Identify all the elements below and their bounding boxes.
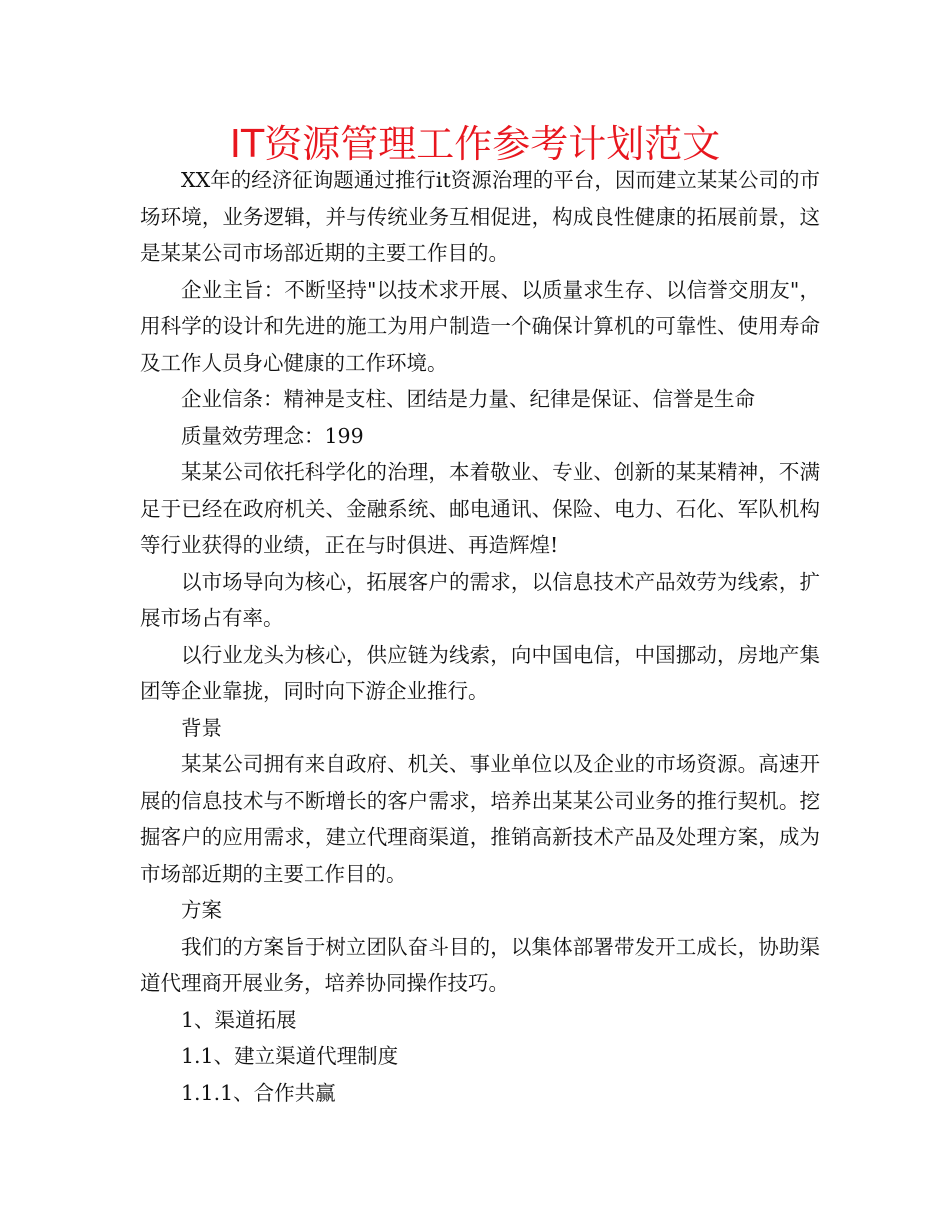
- paragraph-market-orientation: 以市场导向为核心，拓展客户的需求，以信息技术产品效劳为线索，扩展市场占有率。: [140, 569, 820, 630]
- heading-plan: 方案: [181, 898, 222, 922]
- heading-channel-agency-system: 1.1、建立渠道代理制度: [181, 1044, 399, 1068]
- heading-background: 背景: [181, 715, 222, 740]
- paragraph-enterprise-purpose: 企业主旨：不断坚持"以技术求开展、以质量求生存、以信誉交朋友"，用科学的设计和先进的施工为用户制造一个确保计算机的可靠性、使用寿命及工作人员身心健康的工作环境。: [140, 277, 820, 375]
- paragraph-intro: XX年的经济征询题通过推行it资源治理的平台，因而建立某某公司的市场环境，业务逻辑，并与传统业务互相促进，构成良性健康的拓展前景，这是某某公司市场部近期的主要工作目的。: [140, 168, 820, 265]
- paragraph-plan: 我们的方案旨于树立团队奋斗目的，以集体部署带发开工成长，协助渠道代理商开展业务，培养协同操作技巧。: [140, 934, 820, 995]
- document-title: IT资源管理工作参考计划范文: [229, 122, 721, 166]
- paragraph-background: 某某公司拥有来自政府、机关、事业单位以及企业的市场资源。高速开展的信息技术与不断增长的客户需求，培养出某某公司业务的推行契机。挖掘客户的应用需求，建立代理商渠道，推销高新技术产品及处理方案，成为市场部近期的主要工作目的。: [140, 752, 820, 886]
- paragraph-service-concept: 质量效劳理念：199: [181, 423, 364, 448]
- paragraph-enterprise-creed: 企业信条：精神是支柱、团结是力量、纪律是保证、信誉是生命: [181, 387, 755, 411]
- heading-channel-expansion: 1、渠道拓展: [181, 1007, 297, 1032]
- paragraph-company-management: 某某公司依托科学化的治理，本着敬业、专业、创新的某某精神，不满足于已经在政府机关、金融系统、邮电通讯、保险、电力、石化、军队机构等行业获得的业绩，正在与时俱进、再造辉煌!: [140, 460, 820, 557]
- heading-win-win-cooperation: 1.1.1、合作共赢: [181, 1080, 336, 1105]
- paragraph-industry-leader: 以行业龙头为核心，供应链为线索，向中国电信，中国挪动，房地产集团等企业靠拢，同时向下游企业推行。: [140, 642, 820, 703]
- document-body: [140, 162, 820, 1111]
